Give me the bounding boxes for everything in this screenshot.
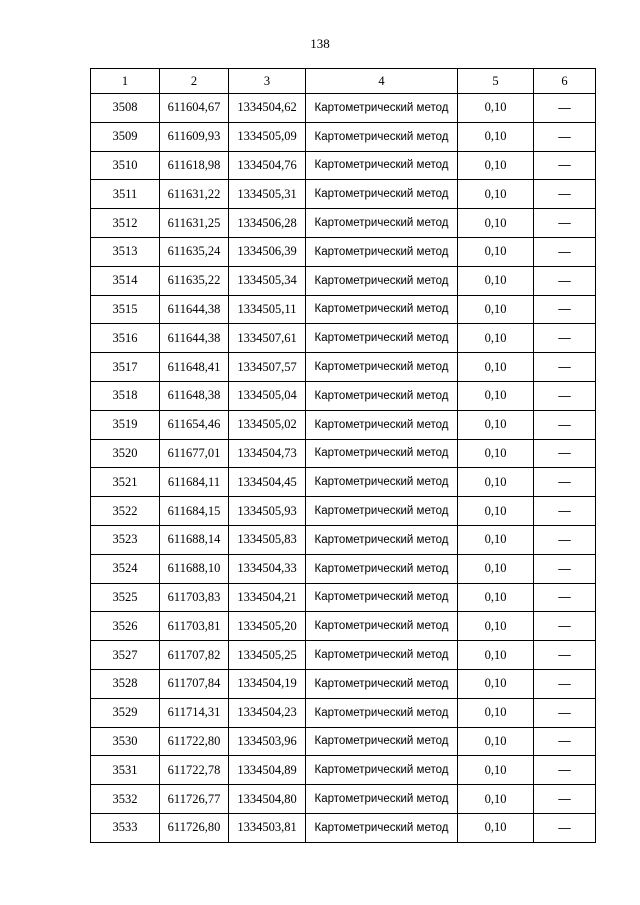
y-coordinate-cell: 1334503,96 (229, 727, 306, 756)
accuracy-cell: 0,10 (458, 497, 534, 526)
y-coordinate-cell: 1334507,57 (229, 353, 306, 382)
x-coordinate-cell: 611677,01 (160, 439, 229, 468)
column-header: 4 (306, 69, 458, 94)
y-coordinate-cell: 1334505,04 (229, 381, 306, 410)
point-number-cell: 3523 (91, 525, 160, 554)
point-number-cell: 3531 (91, 756, 160, 785)
description-cell: — (534, 727, 596, 756)
table-row (91, 698, 596, 727)
x-coordinate-cell: 611654,46 (160, 410, 229, 439)
y-coordinate-cell: 1334505,93 (229, 497, 306, 526)
table-row (91, 180, 596, 209)
point-number-cell: 3527 (91, 641, 160, 670)
method-cell: Картометрический метод (306, 612, 458, 641)
point-number-cell: 3511 (91, 180, 160, 209)
point-number-cell: 3524 (91, 554, 160, 583)
point-number-cell: 3519 (91, 410, 160, 439)
accuracy-cell: 0,10 (458, 439, 534, 468)
table-row (91, 209, 596, 238)
x-coordinate-cell: 611684,11 (160, 468, 229, 497)
table-row (91, 583, 596, 612)
table-row (91, 381, 596, 410)
x-coordinate-cell: 611644,38 (160, 324, 229, 353)
x-coordinate-cell: 611648,41 (160, 353, 229, 382)
x-coordinate-cell: 611688,14 (160, 525, 229, 554)
table-row (91, 324, 596, 353)
y-coordinate-cell: 1334505,20 (229, 612, 306, 641)
table-row (91, 237, 596, 266)
column-header: 6 (534, 69, 596, 94)
table-row (91, 756, 596, 785)
table-body (91, 94, 596, 843)
description-cell: — (534, 756, 596, 785)
description-cell: — (534, 612, 596, 641)
coordinates-table (90, 68, 596, 843)
accuracy-cell: 0,10 (458, 698, 534, 727)
point-number-cell: 3533 (91, 813, 160, 842)
y-coordinate-cell: 1334505,34 (229, 266, 306, 295)
accuracy-cell: 0,10 (458, 669, 534, 698)
point-number-cell: 3514 (91, 266, 160, 295)
y-coordinate-cell: 1334504,80 (229, 785, 306, 814)
y-coordinate-cell: 1334505,25 (229, 641, 306, 670)
method-cell: Картометрический метод (306, 669, 458, 698)
table-row (91, 468, 596, 497)
point-number-cell: 3513 (91, 237, 160, 266)
description-cell: — (534, 410, 596, 439)
accuracy-cell: 0,10 (458, 295, 534, 324)
accuracy-cell: 0,10 (458, 324, 534, 353)
accuracy-cell: 0,10 (458, 756, 534, 785)
y-coordinate-cell: 1334505,09 (229, 122, 306, 151)
table-row (91, 785, 596, 814)
point-number-cell: 3525 (91, 583, 160, 612)
description-cell: — (534, 209, 596, 238)
point-number-cell: 3520 (91, 439, 160, 468)
point-number-cell: 3516 (91, 324, 160, 353)
column-header: 1 (91, 69, 160, 94)
y-coordinate-cell: 1334504,33 (229, 554, 306, 583)
point-number-cell: 3515 (91, 295, 160, 324)
accuracy-cell: 0,10 (458, 813, 534, 842)
y-coordinate-cell: 1334504,21 (229, 583, 306, 612)
y-coordinate-cell: 1334503,81 (229, 813, 306, 842)
x-coordinate-cell: 611631,25 (160, 209, 229, 238)
accuracy-cell: 0,10 (458, 641, 534, 670)
x-coordinate-cell: 611604,67 (160, 94, 229, 123)
description-cell: — (534, 180, 596, 209)
y-coordinate-cell: 1334505,83 (229, 525, 306, 554)
point-number-cell: 3508 (91, 94, 160, 123)
y-coordinate-cell: 1334506,39 (229, 237, 306, 266)
point-number-cell: 3528 (91, 669, 160, 698)
table-row (91, 410, 596, 439)
description-cell: — (534, 497, 596, 526)
method-cell: Картометрический метод (306, 497, 458, 526)
method-cell: Картометрический метод (306, 785, 458, 814)
point-number-cell: 3522 (91, 497, 160, 526)
method-cell: Картометрический метод (306, 180, 458, 209)
point-number-cell: 3521 (91, 468, 160, 497)
point-number-cell: 3512 (91, 209, 160, 238)
x-coordinate-cell: 611635,22 (160, 266, 229, 295)
method-cell: Картометрический метод (306, 151, 458, 180)
method-cell: Картометрический метод (306, 813, 458, 842)
x-coordinate-cell: 611726,80 (160, 813, 229, 842)
y-coordinate-cell: 1334505,11 (229, 295, 306, 324)
accuracy-cell: 0,10 (458, 727, 534, 756)
method-cell: Картометрический метод (306, 439, 458, 468)
point-number-cell: 3526 (91, 612, 160, 641)
description-cell: — (534, 641, 596, 670)
accuracy-cell: 0,10 (458, 266, 534, 295)
table-row (91, 525, 596, 554)
y-coordinate-cell: 1334504,23 (229, 698, 306, 727)
y-coordinate-cell: 1334504,62 (229, 94, 306, 123)
method-cell: Картометрический метод (306, 266, 458, 295)
table-row (91, 554, 596, 583)
point-number-cell: 3530 (91, 727, 160, 756)
accuracy-cell: 0,10 (458, 151, 534, 180)
x-coordinate-cell: 611618,98 (160, 151, 229, 180)
table-row (91, 727, 596, 756)
accuracy-cell: 0,10 (458, 583, 534, 612)
y-coordinate-cell: 1334505,31 (229, 180, 306, 209)
method-cell: Картометрический метод (306, 525, 458, 554)
accuracy-cell: 0,10 (458, 554, 534, 583)
y-coordinate-cell: 1334504,73 (229, 439, 306, 468)
x-coordinate-cell: 611707,84 (160, 669, 229, 698)
description-cell: — (534, 266, 596, 295)
method-cell: Картометрический метод (306, 583, 458, 612)
column-header: 3 (229, 69, 306, 94)
y-coordinate-cell: 1334506,28 (229, 209, 306, 238)
description-cell: — (534, 669, 596, 698)
y-coordinate-cell: 1334507,61 (229, 324, 306, 353)
y-coordinate-cell: 1334504,76 (229, 151, 306, 180)
description-cell: — (534, 698, 596, 727)
x-coordinate-cell: 611714,31 (160, 698, 229, 727)
method-cell: Картометрический метод (306, 237, 458, 266)
y-coordinate-cell: 1334504,19 (229, 669, 306, 698)
method-cell: Картометрический метод (306, 295, 458, 324)
point-number-cell: 3517 (91, 353, 160, 382)
accuracy-cell: 0,10 (458, 180, 534, 209)
method-cell: Картометрический метод (306, 122, 458, 151)
table-row (91, 669, 596, 698)
point-number-cell: 3532 (91, 785, 160, 814)
method-cell: Картометрический метод (306, 698, 458, 727)
table-header-row (91, 69, 596, 94)
accuracy-cell: 0,10 (458, 785, 534, 814)
accuracy-cell: 0,10 (458, 353, 534, 382)
point-number-cell: 3510 (91, 151, 160, 180)
accuracy-cell: 0,10 (458, 612, 534, 641)
x-coordinate-cell: 611635,24 (160, 237, 229, 266)
table-row (91, 813, 596, 842)
x-coordinate-cell: 611631,22 (160, 180, 229, 209)
accuracy-cell: 0,10 (458, 381, 534, 410)
accuracy-cell: 0,10 (458, 410, 534, 439)
table-row (91, 266, 596, 295)
x-coordinate-cell: 611609,93 (160, 122, 229, 151)
y-coordinate-cell: 1334504,45 (229, 468, 306, 497)
description-cell: — (534, 468, 596, 497)
description-cell: — (534, 439, 596, 468)
method-cell: Картометрический метод (306, 353, 458, 382)
x-coordinate-cell: 611707,82 (160, 641, 229, 670)
description-cell: — (534, 237, 596, 266)
method-cell: Картометрический метод (306, 727, 458, 756)
method-cell: Картометрический метод (306, 756, 458, 785)
x-coordinate-cell: 611648,38 (160, 381, 229, 410)
table-row (91, 612, 596, 641)
accuracy-cell: 0,10 (458, 525, 534, 554)
description-cell: — (534, 122, 596, 151)
description-cell: — (534, 525, 596, 554)
x-coordinate-cell: 611722,80 (160, 727, 229, 756)
column-header: 5 (458, 69, 534, 94)
x-coordinate-cell: 611688,10 (160, 554, 229, 583)
table-row (91, 497, 596, 526)
description-cell: — (534, 554, 596, 583)
y-coordinate-cell: 1334505,02 (229, 410, 306, 439)
table-row (91, 641, 596, 670)
table-row (91, 151, 596, 180)
table-row (91, 439, 596, 468)
method-cell: Картометрический метод (306, 381, 458, 410)
x-coordinate-cell: 611726,77 (160, 785, 229, 814)
x-coordinate-cell: 611703,83 (160, 583, 229, 612)
description-cell: — (534, 583, 596, 612)
x-coordinate-cell: 611722,78 (160, 756, 229, 785)
description-cell: — (534, 381, 596, 410)
description-cell: — (534, 813, 596, 842)
method-cell: Картометрический метод (306, 554, 458, 583)
accuracy-cell: 0,10 (458, 209, 534, 238)
table-row (91, 353, 596, 382)
table-row (91, 94, 596, 123)
method-cell: Картометрический метод (306, 209, 458, 238)
column-header: 2 (160, 69, 229, 94)
method-cell: Картометрический метод (306, 324, 458, 353)
description-cell: — (534, 324, 596, 353)
x-coordinate-cell: 611644,38 (160, 295, 229, 324)
description-cell: — (534, 353, 596, 382)
point-number-cell: 3518 (91, 381, 160, 410)
page-number: 138 (310, 36, 330, 51)
description-cell: — (534, 785, 596, 814)
y-coordinate-cell: 1334504,89 (229, 756, 306, 785)
table-row (91, 295, 596, 324)
x-coordinate-cell: 611703,81 (160, 612, 229, 641)
method-cell: Картометрический метод (306, 94, 458, 123)
description-cell: — (534, 295, 596, 324)
accuracy-cell: 0,10 (458, 237, 534, 266)
accuracy-cell: 0,10 (458, 94, 534, 123)
description-cell: — (534, 94, 596, 123)
accuracy-cell: 0,10 (458, 468, 534, 497)
point-number-cell: 3509 (91, 122, 160, 151)
method-cell: Картометрический метод (306, 468, 458, 497)
x-coordinate-cell: 611684,15 (160, 497, 229, 526)
table-row (91, 122, 596, 151)
accuracy-cell: 0,10 (458, 122, 534, 151)
method-cell: Картометрический метод (306, 641, 458, 670)
description-cell: — (534, 151, 596, 180)
method-cell: Картометрический метод (306, 410, 458, 439)
point-number-cell: 3529 (91, 698, 160, 727)
